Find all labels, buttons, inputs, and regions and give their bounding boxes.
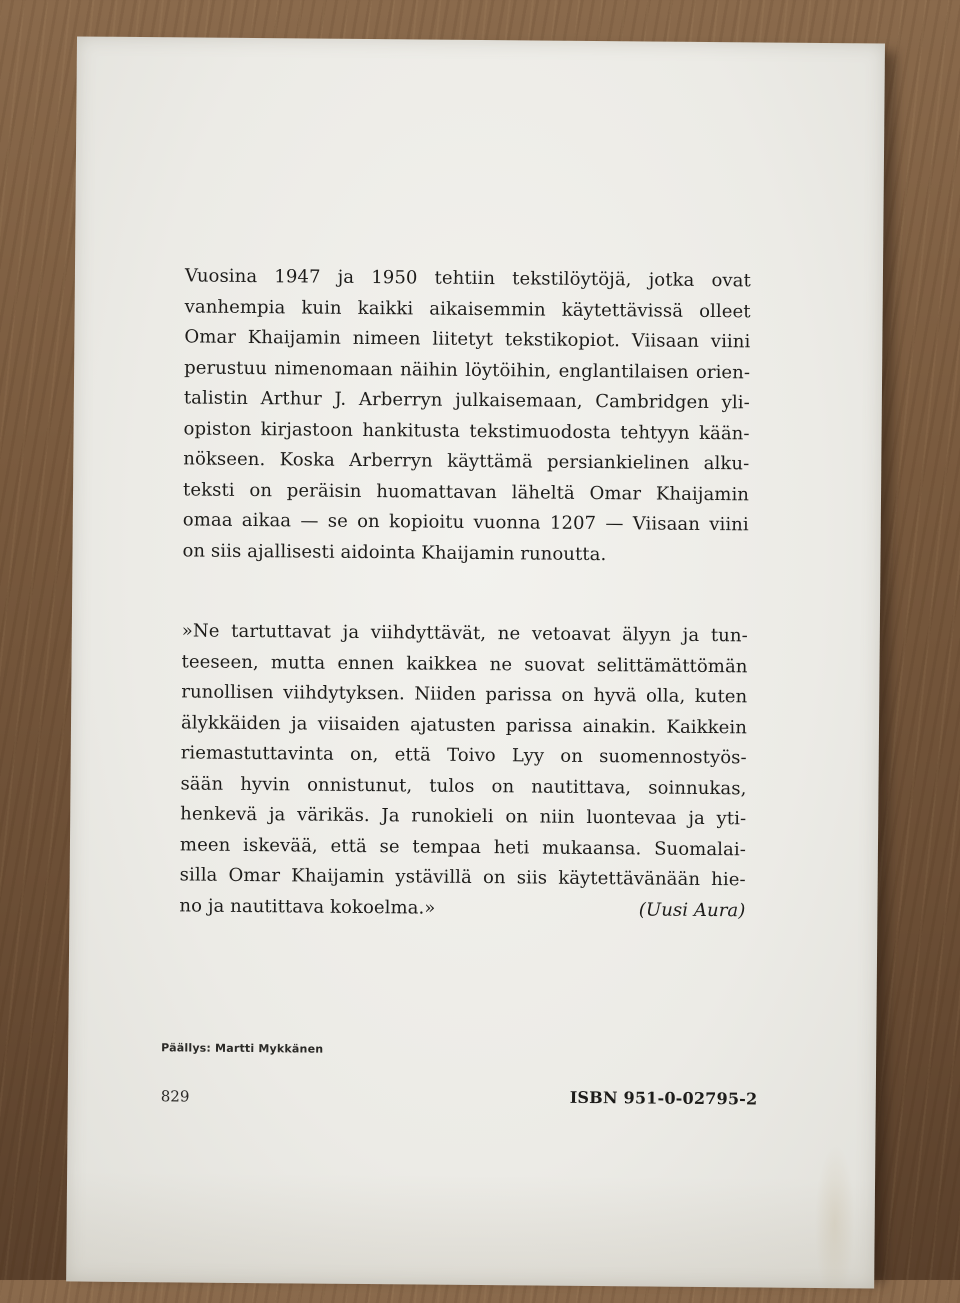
cover-credit: Päällys: Martti Mykkänen [161,1041,324,1056]
quote-line: teeseen, mutta ennen kaikkea ne suovat selittämättömän [181,650,748,677]
blurb-line: perustuu nimenomaan näihin löytöihin, englantilaisen orien- [184,356,751,383]
blurb-line: opiston kirjastoon hankitusta tekstimuodosta tehtyyn kään- [183,417,750,444]
quote-final-line [179,891,745,926]
blurb-paragraph-1 [182,261,751,571]
quote-source: (Uusi Aura) [638,898,746,921]
blurb-line: talistin Arthur J. Arberryn julkaisemaan, Cambridgen yli- [183,387,750,414]
blurb-line: omaa aikaa — se on kopioitu vuonna 1207 — Viisaan viini [182,509,749,536]
paper-stain [814,1143,855,1303]
isbn: ISBN 951-0-02795-2 [569,1087,758,1109]
code-number: 829 [160,1087,190,1106]
blurb-line: on siis ajallisesti aidointa Khaijamin runoutta. [182,539,607,565]
blurb-line: vanhempia kuin kaikki aikaisemmin käytettävissä olleet [184,295,751,322]
quote-line: no ja nautittava kokoelma.» [179,894,436,919]
blurb-line: nökseen. Koska Arberryn käyttämä persiankielinen alku- [183,448,750,475]
review-quote-paragraph [179,616,748,926]
quote-line: riemastuttavinta on, että Toivo Lyy on suomennostyös- [180,742,747,769]
quote-line: sään hyvin onnistunut, tulos on nautittava, soinnukas, [180,772,747,799]
quote-line: runollisen viihdytyksen. Niiden parissa on hyvä olla, kuten [181,681,748,708]
quote-line: henkevä ja värikäs. Ja runokieli on niin luontevaa ja yti- [180,803,747,830]
quote-line: »Ne tartuttavat ja viihdyttävät, ne vetoavat älyyn ja tun- [181,620,748,647]
quote-line: silla Omar Khaijamin ystävillä on siis käytettävänään hie- [179,864,746,891]
blurb-line: Vuosina 1947 ja 1950 tehtiin tekstilöytöjä, jotka ovat [184,265,752,292]
blurb-line: teksti on peräisin huomattavan läheltä Omar Khaijamin [182,478,750,505]
quote-line: meen iskevää, että se tempaa heti mukaansa. Suomalai- [179,833,747,860]
book-back-cover [66,36,885,1288]
blurb-line: Omar Khaijamin nimeen liitetyt tekstikopiot. Viisaan viini [184,326,751,353]
quote-line: älykkäiden ja viisaiden ajatusten parissa ainakin. Kaikkein [180,711,748,738]
